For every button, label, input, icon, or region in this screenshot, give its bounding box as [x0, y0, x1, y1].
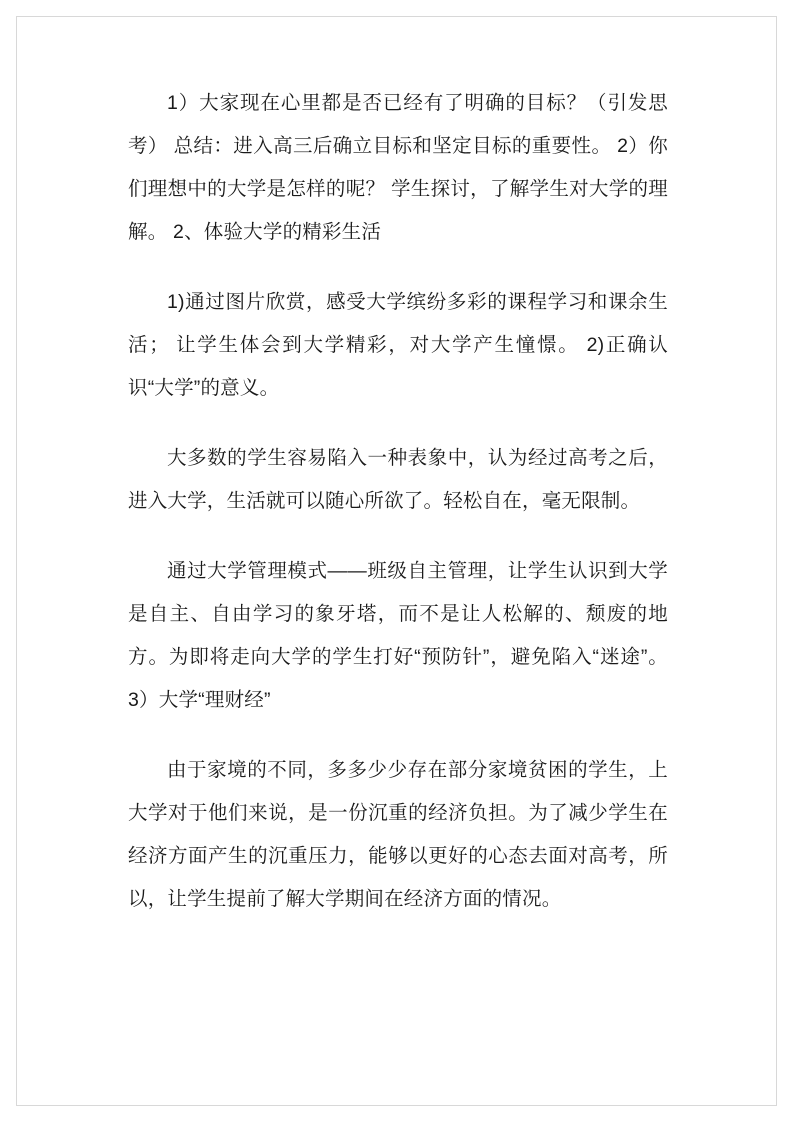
paragraph: 大多数的学生容易陷入一种表象中，认为经过高考之后，进入大学，生活就可以随心所欲了。轻松自在，毫无限制。	[128, 447, 668, 512]
paragraph: 1）大家现在心里都是否已经有了明确的目标？（引发思考） 总结：进入高三后确立目标和坚定目标的重要性。 2）你们理想中的大学是怎样的呢？ 学生探讨，了解学生对大学的理解。 2、体验大学的精彩生活	[128, 92, 668, 243]
paragraph: 由于家境的不同，多多少少存在部分家境贫困的学生，上大学对于他们来说，是一份沉重的经济负担。为了减少学生在经济方面产生的沉重压力，能够以更好的心态去面对高考，所以，让学生提前了解大学期间在经济方面的情况。	[128, 759, 668, 910]
paragraph: 1)通过图片欣赏，感受大学缤纷多彩的课程学习和课余生活； 让学生体会到大学精彩，对大学产生憧憬。 2)正确认识“大学”的意义。	[128, 291, 668, 399]
document-body	[128, 82, 668, 921]
paragraph: 通过大学管理模式——班级自主管理，让学生认识到大学是自主、自由学习的象牙塔，而不是让人松解的、颓废的地方。为即将走向大学的学生打好“预防针”，避免陷入“迷途”。 3）大学“理财经”	[128, 560, 668, 711]
